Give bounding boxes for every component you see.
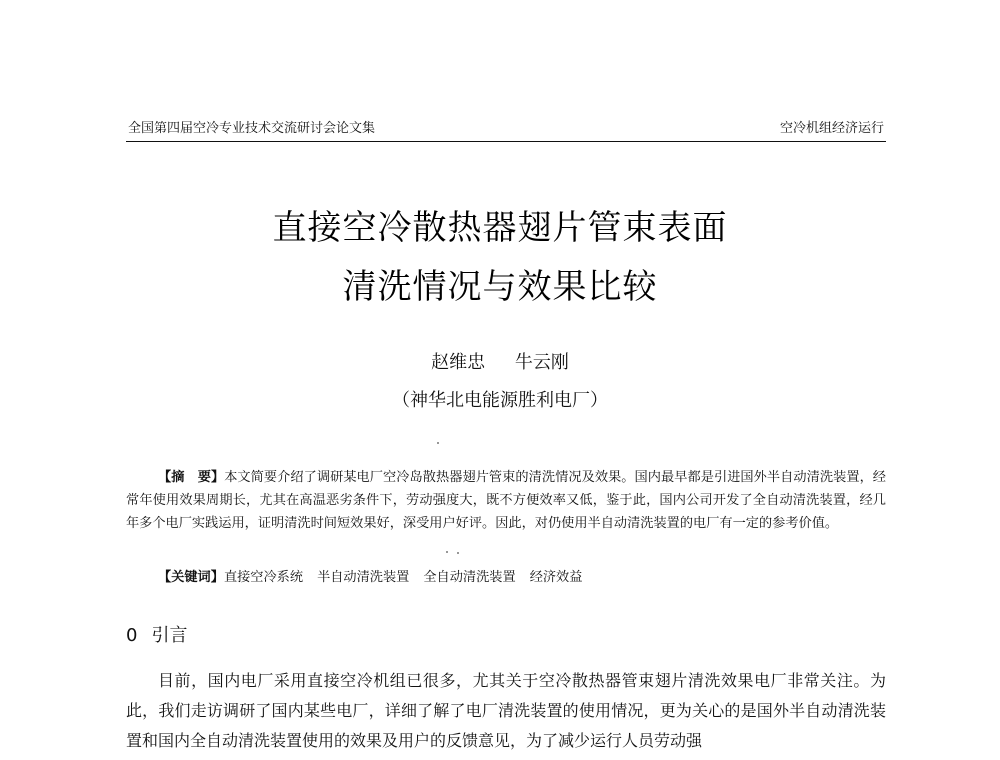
scan-speck bbox=[437, 442, 439, 444]
keyword-item: 半自动清洗装置 bbox=[317, 570, 410, 585]
scan-speck bbox=[446, 551, 448, 553]
section-title: 引言 bbox=[151, 625, 188, 646]
keyword-item: 直接空冷系统 bbox=[223, 570, 304, 585]
running-header bbox=[126, 117, 886, 142]
paper-title-line-2: 清洗情况与效果比较 bbox=[342, 267, 658, 307]
abstract-paragraph bbox=[126, 466, 886, 536]
section-heading bbox=[126, 621, 187, 647]
abstract-text: 本文简要介绍了调研某电厂空冷岛散热器翅片管束的清洗情况及效果。国内最早都是引进国外半自动清洗装置，经常年使用效果周期长，尤其在高温恶劣条件下，劳动强度大，既不方便效率又低，鉴于此，国内公司开发了全自动清洗装置，经几年多个电厂实践运用，证明清洗时间短效果好，深受用户好评。因此，对仍使用半自动清洗装置的电厂有一定的参考价值。 bbox=[126, 470, 886, 532]
section-number: 0 bbox=[126, 625, 138, 646]
keyword-item: 经济效益 bbox=[529, 570, 583, 585]
author-list bbox=[0, 348, 1000, 374]
author-name: 牛云刚 bbox=[514, 352, 569, 373]
author-affiliation: （神华北电能源胜利电厂） bbox=[392, 390, 608, 411]
keywords-line bbox=[158, 567, 886, 589]
scan-speck bbox=[457, 552, 459, 554]
section-category: 空冷机组经济运行 bbox=[779, 121, 884, 136]
author-name: 赵维忠 bbox=[431, 352, 486, 373]
abstract-label: 【摘 要】 bbox=[158, 470, 225, 485]
body-paragraph: 目前，国内电厂采用直接空冷机组已很多，尤其关于空冷散热器管束翅片清洗效果电厂非常关注。为此，我们走访调研了国内某些电厂，详细了解了电厂清洗装置的使用情况，更为关心的是国外半自动清洗装置和国内全自动清洗装置使用的效果及用户的反馈意见，为了减少运行人员劳动强 bbox=[126, 671, 886, 750]
keyword-item: 全自动清洗装置 bbox=[423, 570, 516, 585]
proceedings-title: 全国第四届空冷专业技术交流研讨会论文集 bbox=[128, 121, 376, 136]
keywords-label: 【关键词】 bbox=[158, 570, 224, 585]
paper-title-line-1: 直接空冷散热器翅片管束表面 bbox=[272, 208, 728, 248]
